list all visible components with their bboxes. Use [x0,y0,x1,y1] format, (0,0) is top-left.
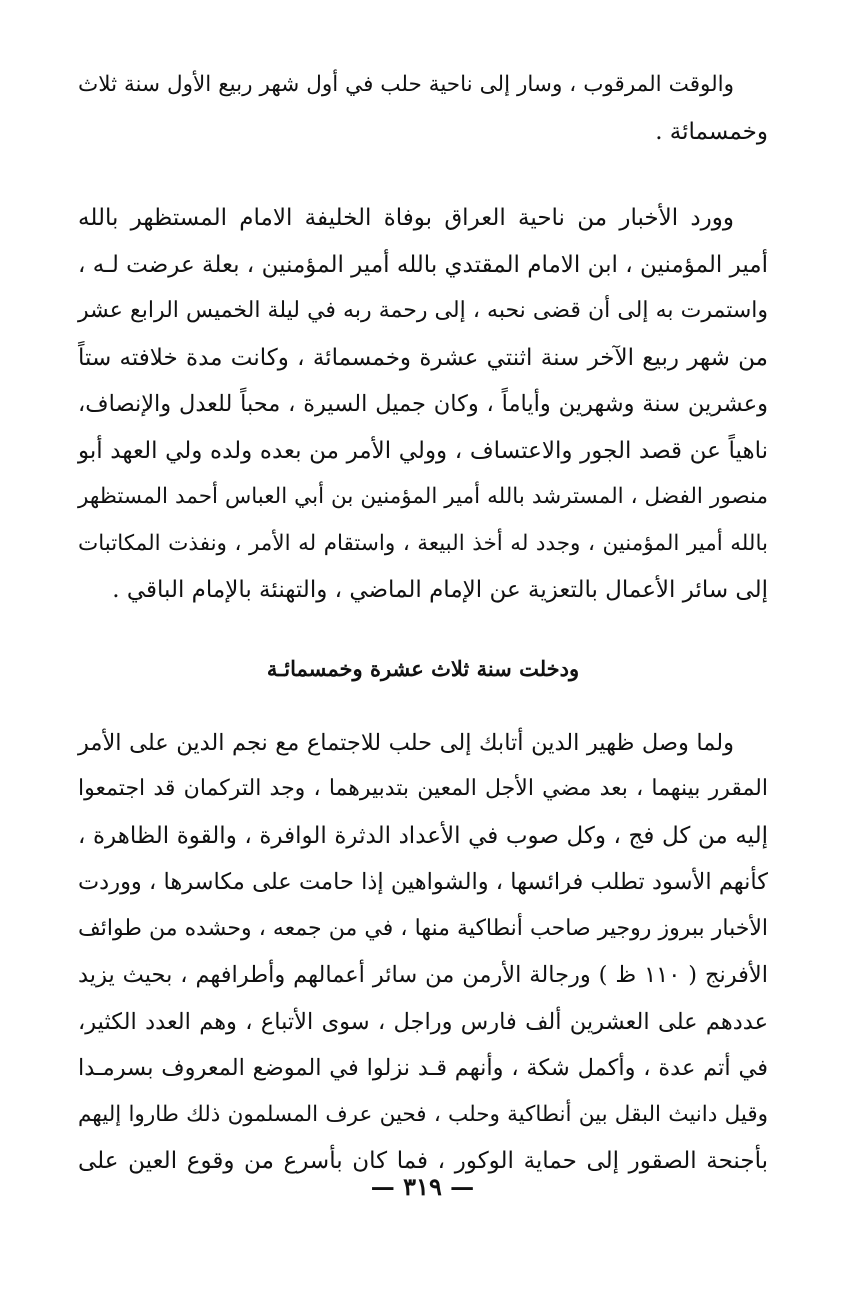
text-line: عددهم على العشرين ألف فارس وراجل ، سوى الأتباع ، وهم العدد الكثير، [78,1008,768,1035]
text-line: كأنهم الأسود تطلب فرائسها ، والشواهين إذا حامت على مكاسرها ، ووردت [78,869,768,895]
paragraph-1 [78,62,768,155]
text-line: في أتم عدة ، وأكمل شكة ، وأنهم قـد نزلوا في الموضع المعروف بسرمـدا [78,1055,768,1081]
document-page [78,62,768,1185]
text-line: الأفرنج ( ١١٠ ظ ) ورجالة الأرمن من سائر أعمالهم وأطرافهم ، بحيث يزيد [78,962,769,988]
text-line: من شهر ربيع الآخر سنة اثنتي عشرة وخمسمائة ، وكانت مدة خلافته ستاً [78,344,768,371]
section-heading: ودخلت سنة ثلاث عشرة وخمسمائـة [266,655,580,681]
text-line: ناهياً عن قصد الجور والاعتساف ، وولي الأمر من بعده ولده ولي العهد أبو [78,437,768,464]
paragraph-2 [78,195,768,614]
text-line: ولما وصل ظهير الدين أتابك إلى حلب للاجتماع مع نجم الدين على الأمر [78,729,734,756]
text-line: وخمسمائة . [655,118,768,145]
paragraph-3 [78,720,768,1185]
text-line: أمير المؤمنين ، ابن الامام المقتدي بالله أمير المؤمنين ، بعلة عرضت لـه ، [78,251,768,278]
text-line: وعشرين سنة وشهرين وأياماً ، وكان جميل السيرة ، محباً للعدل والإنصاف، [78,391,768,417]
text-line: الأخبار ببروز روجير صاحب أنطاكية منها ، في من جمعه ، وحشده من طوائف [78,915,768,941]
page-number: — ٣١٩ — [370,1172,475,1201]
text-line: والوقت المرقوب ، وسار إلى ناحية حلب في أول شهر ربيع الأول سنة ثلاث [78,72,734,97]
text-line: وقيل دانيث البقل بين أنطاكية وحلب ، فحين عرف المسلمون ذلك طاروا إليهم [78,1101,768,1127]
text-line: إليه من كل فج ، وكل صوب في الأعداد الدثرة الوافرة ، والقوة الظاهرة ، [78,822,768,849]
text-line: وورد الأخبار من ناحية العراق بوفاة الخليفة الامام المستظهر بالله [78,205,734,231]
text-line: المقرر بينهما ، بعد مضي الأجل المعين بتدبيرهما ، وجد التركمان قد اجتمعوا [78,776,768,801]
text-line: بالله أمير المؤمنين ، وجدد له أخذ البيعة ، واستقام له الأمر ، ونفذت المكاتبات [78,530,768,556]
text-line: إلى سائر الأعمال بالتعزية عن الإمام الماضي ، والتهنئة بالإمام الباقي . [112,577,768,603]
text-line: واستمرت به إلى أن قضى نحبه ، إلى رحمة ربه في ليلة الخميس الرابع عشر [78,298,768,323]
text-line: منصور الفضل ، المسترشد بالله أمير المؤمنين بن أبي العباس أحمد المستظهر [78,484,768,509]
text-line: بأجنحة الصقور إلى حماية الوكور ، فما كان بأسرع من وقوع العين على [78,1148,768,1174]
